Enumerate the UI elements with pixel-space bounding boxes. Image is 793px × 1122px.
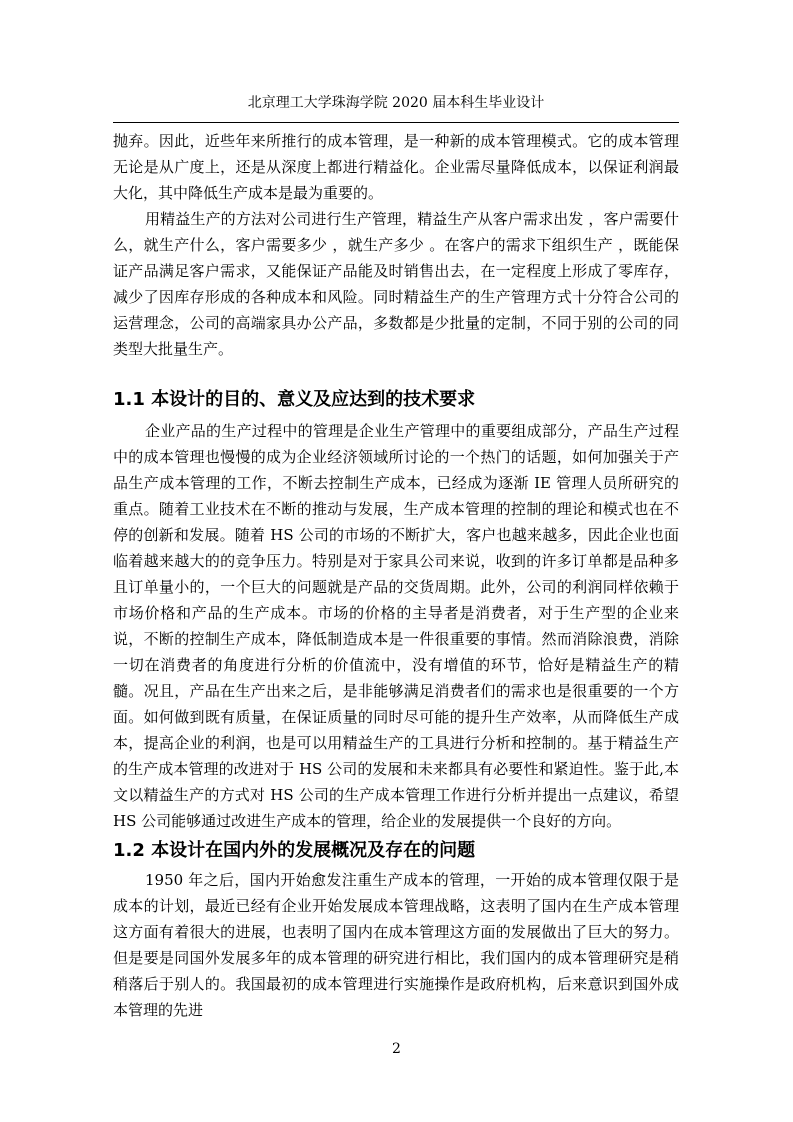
section-heading-1-2: 1.2 本设计在国内外的发展概况及存在的问题 — [113, 840, 476, 861]
paragraph-continued: 抛弃。因此，近些年来所推行的成本管理，是一种新的成本管理模式。它的成本管理无论是从广度上，还是从深度上都进行精益化。企业需尽量降低成本，以保证利润最大化，其中降低生产成本是最为重要的。 — [113, 132, 679, 202]
paragraph-lean-production: 用精益生产的方法对公司进行生产管理，精益生产从客户需求出发 ，客户需要什么，就生产什么，客户需要多少 ，就生产多少 。在客户的需求下组织生产 ，既能保证产品满足客户需求，又能保证产品能及时销售出去，在一定程度上形成了零库存，减少了因库存形成的各种成本和风险。同时精益生产的生产管理方式十分符合公司的运营理念，公司的高端家具办公产品，多数都是少批量的定制，不同于别的公司的同类型大批量生产。 — [113, 210, 679, 358]
running-header: 北京理工大学珠海学院 2020 届本科生毕业设计 — [247, 95, 545, 111]
paragraph-purpose: 企业产品的生产过程中的管理是企业生产管理中的重要组成部分，产品生产过程中的成本管理也慢慢的成为企业经济领域所讨论的一个热门的话题，如何加强关于产品生产成本管理的工作，不断去控制生产成本，已经成为逐渐 IE 管理人员所研究的重点。随着工业技术在不断的推动与发展，生产成本管理的控制的理论和模式也在不停的创新和发展。随着 HS 公司的市场的不断扩大，客户也越来越多，因此企业也面临着越来越大的的竞争压力。特别是对于家具公司来说，收到的许多订单都是品种多且订单量小的，一个巨大的问题就是产品的交货周期。此外，公司的利润同样依赖于市场价格和产品的生产成本。市场的价格的主导者是消费者，对于生产型的企业来说，不断的控制生产成本，降低制造成本是一件很重要的事情。然而消除浪费，消除一切在消费者的角度进行分析的价值流中，没有增值的环节，恰好是精益生产的精髓。况且，产品在生产出来之后，是非能够满足消费者们的需求也是很重要的一个方面。如何做到既有质量，在保证质量的同时尽可能的提升生产效率，从而降低生产成本，提高企业的利润，也是可以用精益生产的工具进行分析和控制的。基于精益生产的生产成本管理的改进对于 HS 公司的发展和未来都具有必要性和紧迫性。鉴于此,本文以精益生产的方式对 HS 公司的生产成本管理工作进行分析并提出一点建议，希望 HS 公司能够通过改进生产成本的管理，给企业的发展提供一个良好的方向。 — [113, 422, 679, 830]
section-heading-1-1: 1.1 本设计的目的、意义及应达到的技术要求 — [113, 389, 476, 410]
page-number: 2 — [392, 1041, 401, 1057]
header-divider — [113, 122, 679, 123]
document-body — [113, 128, 679, 1023]
paragraph-domestic-development: 1950 年之后，国内开始愈发注重生产成本的管理，一开始的成本管理仅限于是成本的计划，最近已经有企业开始发展成本管理战略，这表明了国内在生产成本管理这方面有着很大的进展，也表明了国内在成本管理这方面的发展做出了巨大的努力。但是要是同国外发展多年的成本管理的研究进行相比，我们国内的成本管理研究是稍稍落后于别人的。我国最初的成本管理进行实施操作是政府机构，后来意识到国外成本管理的先进 — [113, 871, 679, 1019]
